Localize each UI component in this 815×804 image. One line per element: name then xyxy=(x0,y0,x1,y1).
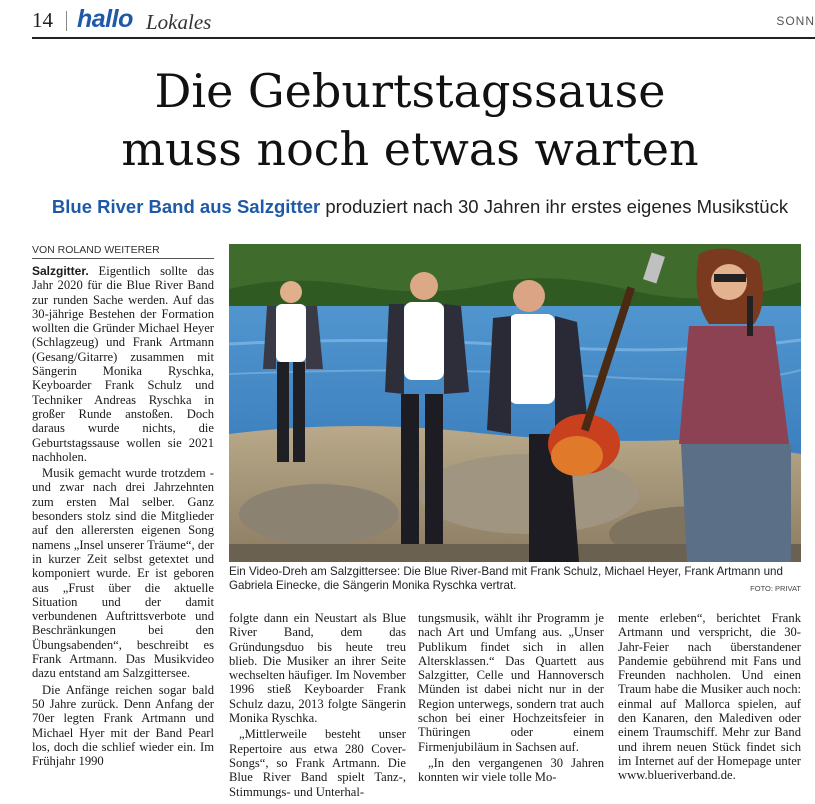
section-title: Lokales xyxy=(146,10,212,34)
article-column-1 xyxy=(32,264,214,770)
photo-caption: Ein Video-Dreh am Salzgittersee: Die Blue River-Band mit Frank Schulz, Michael Heyer, Frank Artmann und Gabriela Einecke, die Sängerin Monika Ryschka vertrat. xyxy=(229,565,783,592)
paragraph: tungsmusik, wählt ihr Programm je nach Art und Umfang aus. „Unser Publikum findet sich in allen Altersklassen.“ Das Quartett aus Salzgitter, Celle und Hannoversch Münden ist dabei nicht nur in der Region unterwegs, sondern trat auch schon bei einer Hochzeitsfeier in Thüringen oder einem Firmenjubiläum in Sachsen auf. xyxy=(418,611,604,754)
brand-logo: hallo xyxy=(77,5,133,33)
page-date-fragment: SONN xyxy=(776,14,815,28)
paragraph: mente erleben“, berichtet Frank Artmann und verspricht, die 30-Jahr-Feier nach überstandener Pandemie gebührend mit Fans und Freunden nachholen. Und einen Traum habe die Musiker auch noch: einmal auf Mallorca spielen, auf den Kanaren, den Malediven oder einem Traumschiff. Mehr zur Band und ihrem neuen Stück findet sich im Internet auf der Homepage unter www.blueriverband.de. xyxy=(618,611,801,783)
paragraph: „In den vergangenen 30 Jahren konnten wir viele tolle Mo- xyxy=(418,755,604,785)
article-subheadline xyxy=(30,196,810,218)
headline-line-2: muss noch etwas warten xyxy=(121,122,699,176)
page-header xyxy=(0,0,815,40)
header-separator xyxy=(66,11,67,31)
subheadline-lead: Blue River Band aus Salzgitter xyxy=(51,196,321,217)
article-headline xyxy=(30,62,790,178)
headline-line-1: Die Geburtstagssause xyxy=(154,64,666,118)
subheadline-rest: produziert nach 30 Jahren ihr erstes eigenes Musikstück xyxy=(325,196,789,217)
paragraph: folgte dann ein Neustart als Blue River Band, dem das Gründungsduo bis heute treu blieb. Die Musiker an ihrer Seite wechselten häufiger. Im November 1996 stieß Keyboarder Frank Schulz dazu, 2013 folgte Sängerin Monika Ryschka. xyxy=(229,611,406,726)
paragraph: „Mittlerweile besteht unser Repertoire aus etwa 280 Cover-Songs“, so Frank Artmann. Die Blue River Band spielt Tanz-, Stimmungs- und Unterhal- xyxy=(229,727,406,799)
dateline-location: Salzgitter. xyxy=(32,264,89,278)
photo-credit: FOTO: PRIVAT xyxy=(750,584,801,593)
paragraph: Musik gemacht wurde trotzdem - und zwar nach drei Jahrzehnten zum ersten Mal selber. Ganz besonders stolz sind die Mitglieder auf den allerersten eigenen Song namens „Insel unserer Träume“, der in kurzer Zeit selbst getextet und komponiert wurde. Er ist geboren aus „Frust über die aktuelle Situation und der damit verbundenen Auftrittsverbote und Beschränkungen bei den Übungsabenden“, beschreibt es Frank Artmann. Das Musikvideo dazu entstand am Salzgittersee. xyxy=(32,466,214,681)
byline: VON ROLAND WEITERER xyxy=(32,244,160,256)
paragraph xyxy=(32,264,214,464)
header-rule xyxy=(32,37,815,39)
article-column-3 xyxy=(418,611,604,787)
article-column-4 xyxy=(618,611,801,785)
page-number: 14 xyxy=(32,8,53,32)
paragraph: Die Anfänge reichen sogar bald 50 Jahre zurück. Denn Anfang der 70er legten Frank Artmann und Michael Hyer mit der Band Pearl los, doch die schlief wieder ein. Im Frühjahr 1990 xyxy=(32,682,214,769)
paragraph-text: Eigentlich sollte das Jahr 2020 für die Blue River Band zur runden Sache werden. Auf das 30-jährige Bestehen der Formation wollten die Gründer Michael Heyer (Schlagzeug) und Frank Artmann (Gesang/Gitarre) zusammen mit Sängerin Monika Ryschka, Keyboarder Frank Schulz und Techniker Andreas Ryschka in großer Runde anstoßen. Doch daraus wurde nichts, die Geburtstagssause wollen sie 2021 nachholen. xyxy=(32,264,214,464)
article-column-2 xyxy=(229,611,406,801)
band-photo xyxy=(229,244,801,562)
byline-rule xyxy=(32,258,214,259)
